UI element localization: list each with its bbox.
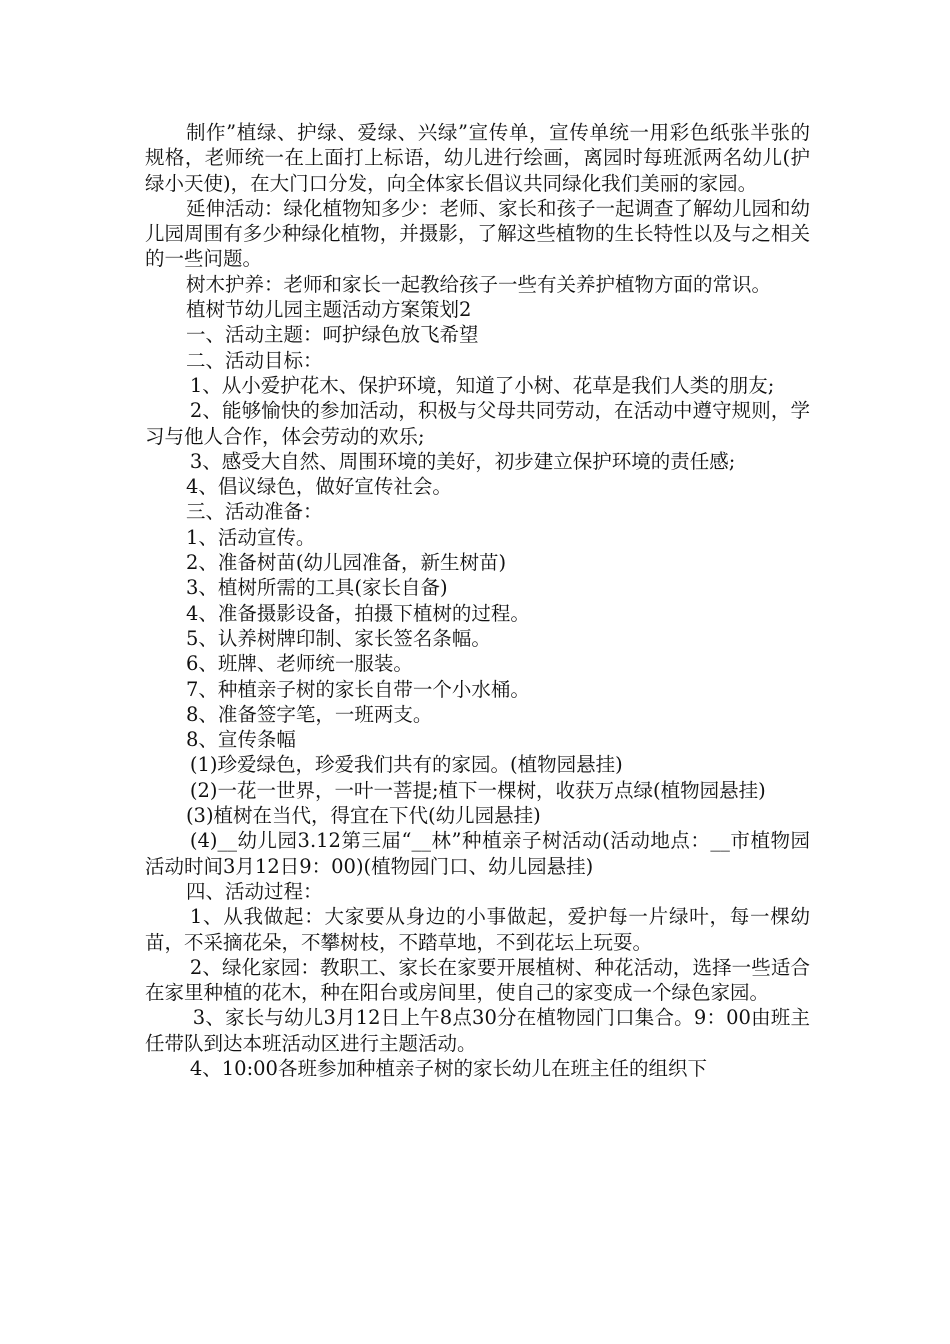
- paragraph-leaflet: 制作”植绿、护绿、爱绿、兴绿”宣传单，宣传单统一用彩色纸张半张的规格，老师统一在上面打上标语，幼儿进行绘画，离园时每班派两名幼儿(护绿小天使)，在大门口分发，向全体家长倡议共同绿化我们美丽的家园。: [145, 121, 810, 195]
- paragraph-extension-activity: 延伸活动：绿化植物知多少：老师、家长和孩子一起调查了解幼儿园和幼儿园周围有多少种绿化植物，并摄影，了解这些植物的生长特性以及与之相关的一些问题。: [145, 196, 810, 271]
- section-title-plan-2: 植树节幼儿园主题活动方案策划2: [185, 298, 472, 322]
- prep-item-5: 5、认养树牌印制、家长签名条幅。: [185, 626, 491, 650]
- process-item-2: 2、绿化家园：教职工、家长在家要开展植树、种花活动，选择一些适合在家里种植的花木，种在阳台或房间里，使自己的家变成一个绿色家园。: [145, 955, 810, 1005]
- process-item-3: 3、家长与幼儿3月12日上午8点30分在植物园门口集合。9：00由班主任带队到达本班活动区进行主题活动。: [145, 1006, 810, 1055]
- process-item-1: 1、从我做起：大家要从身边的小事做起，爱护每一片绿叶，每一棵幼苗，不采摘花朵，不攀树枝，不踏草地，不到花坛上玩耍。: [145, 905, 810, 954]
- paragraph-tree-care: 树木护养：老师和家长一起教给孩子一些有关养护植物方面的常识。: [185, 272, 771, 296]
- goal-item-3: 3、感受大自然、周围环境的美好，初步建立保护环境的责任感;: [189, 449, 736, 473]
- goal-item-4: 4、倡议绿色，做好宣传社会。: [185, 475, 452, 499]
- banner-item-2: (2)一花一世界，一叶一菩提;植下一棵树，收获万点绿(植物园悬挂): [189, 778, 766, 802]
- goal-item-1: 1、从小爱护花木、保护环境，知道了小树、花草是我们人类的朋友;: [189, 373, 775, 397]
- banner-item-4: (4)__幼儿园3.12第三届“__林”种植亲子树活动(活动地点：__市植物园活动时间3月12日9：00)(植物园门口、幼儿园悬挂): [145, 829, 810, 878]
- prep-item-1: 1、活动宣传。: [185, 525, 316, 549]
- heading-activity-goals: 二、活动目标：: [185, 348, 323, 372]
- prep-item-6: 6、班牌、老师统一服装。: [185, 652, 413, 676]
- document-body: [145, 120, 810, 1081]
- prep-item-2: 2、准备树苗(幼儿园准备，新生树苗): [185, 551, 507, 575]
- prep-item-3: 3、植树所需的工具(家长自备): [185, 576, 448, 600]
- heading-activity-preparation: 三、活动准备：: [185, 500, 323, 524]
- banner-item-1: (1)珍爱绿色，珍爱我们共有的家园。(植物园悬挂): [189, 753, 623, 777]
- prep-item-8: 8、准备签字笔，一班两支。: [185, 702, 433, 726]
- prep-item-banners: 8、宣传条幅: [185, 728, 296, 752]
- heading-activity-process: 四、活动过程：: [185, 879, 323, 903]
- heading-activity-theme: 一、活动主题：呵护绿色放飞希望: [185, 323, 479, 347]
- goal-item-2: 2、能够愉快的参加活动，积极与父母共同劳动，在活动中遵守规则，学习与他人合作，体会劳动的欢乐;: [145, 399, 810, 448]
- prep-item-4: 4、准备摄影设备，拍摄下植树的过程。: [185, 601, 530, 625]
- banner-item-3: (3)植树在当代，得宜在下代(幼儿园悬挂): [185, 804, 541, 828]
- prep-item-7: 7、种植亲子树的家长自带一个小水桶。: [185, 677, 530, 701]
- process-item-4: 4、10:00各班参加种植亲子树的家长幼儿在班主任的组织下: [189, 1056, 707, 1080]
